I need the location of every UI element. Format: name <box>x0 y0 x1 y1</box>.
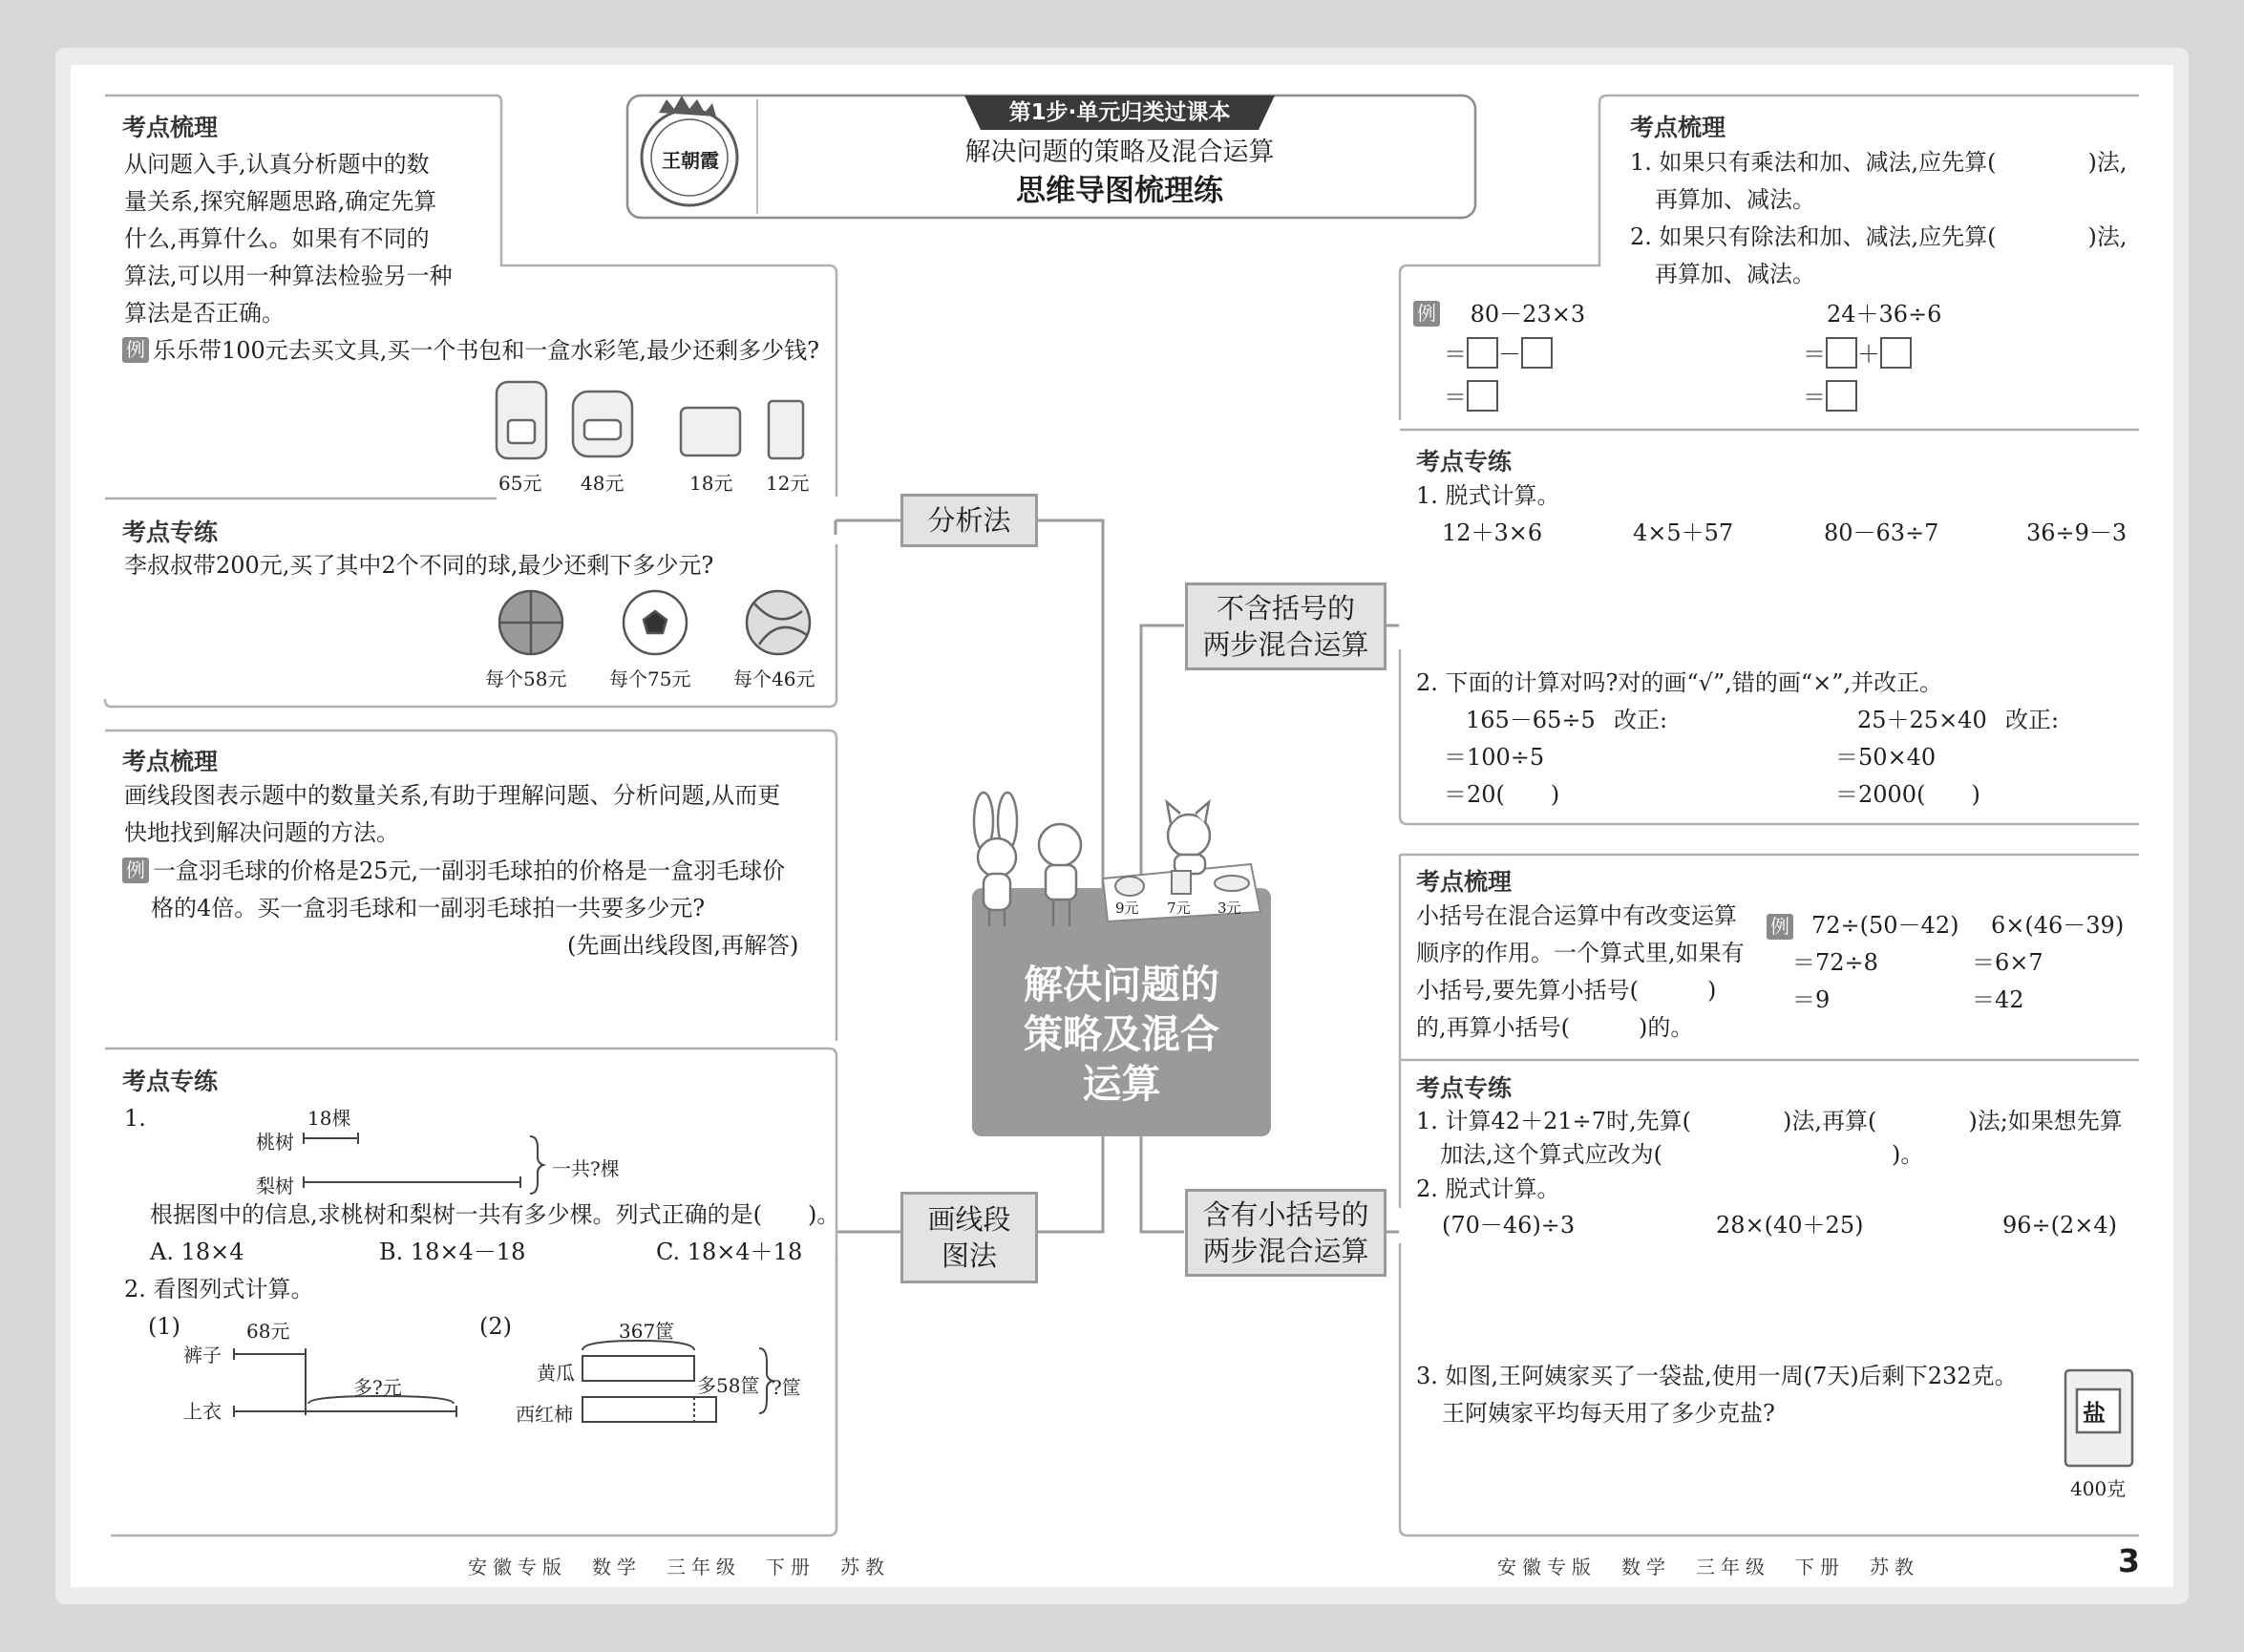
expr-1: 12＋3×6 <box>1442 519 1543 546</box>
answer-box[interactable] <box>1467 337 1498 369</box>
right-top-line: 2. 如果只有除法和加、减法,应先算( )法, <box>1630 223 2128 250</box>
check-1-fix: 改正: <box>1614 707 1668 733</box>
example-b-step2: ＝42 <box>1972 986 2024 1013</box>
q2-question: 2. 看图列式计算。 <box>124 1276 314 1303</box>
left-practice1-heading: 考点专练 <box>122 519 219 546</box>
price-volleyball: 每个46元 <box>733 667 815 690</box>
example-b-step1: ＝6×7 <box>1972 949 2043 976</box>
check-2-step2: ＝2000( ) <box>1835 781 1980 808</box>
diagram2-cucumber: 黄瓜 <box>537 1362 575 1385</box>
node-no-bracket-line1: 不含括号的 <box>1216 592 1355 625</box>
right-mid-example-a <box>1792 907 1959 1019</box>
answer-box[interactable] <box>1880 337 1912 369</box>
footer-right: 安徽专版 数学 三年级 下册 苏教 <box>1497 1556 1919 1578</box>
diagram2-top: 367筐 <box>619 1320 675 1343</box>
bracket-expr-1: (70－46)÷3 <box>1442 1212 1576 1239</box>
price-paint-2: 12元 <box>766 472 810 495</box>
right-practice1-q2: 2. 下面的计算对吗?对的画“√”,错的画“×”,并改正。 <box>1416 669 1943 696</box>
price-paint-1: 18元 <box>689 472 733 495</box>
node-analysis-label: 分析法 <box>927 504 1011 537</box>
left-top-line: 算法,可以用一种算法检验另一种 <box>124 263 453 289</box>
left-top-line: 算法是否正确。 <box>124 300 285 327</box>
q1-total-label: 一共?棵 <box>552 1157 620 1180</box>
example-tag: 例 <box>1413 301 1440 327</box>
right-practice2-q3a: 3. 如图,王阿姨家买了一袋盐,使用一周(7天)后剩下232克。 <box>1416 1363 2018 1389</box>
right-practice2-heading: 考点专练 <box>1416 1074 1513 1102</box>
header-subtitle: 解决问题的策略及混合运算 <box>964 138 1275 167</box>
q1-pear-label: 梨树 <box>256 1175 294 1197</box>
ball-pictures <box>499 591 810 654</box>
example-b-expr: 6×(46－39) <box>1991 912 2125 939</box>
right-mid-line: 顺序的作用。一个算式里,如果有 <box>1416 940 1745 966</box>
center-title-line1: 解决问题的 <box>1024 962 1219 1007</box>
check-2-fix: 改正: <box>2005 707 2060 733</box>
left-top-line: 量关系,探究解题思路,确定先算 <box>124 188 437 215</box>
answer-box[interactable] <box>1467 380 1498 412</box>
right-practice2-q2: 2. 脱式计算。 <box>1416 1175 1560 1202</box>
example-expression-2: 24＋36÷6 <box>1827 301 1942 328</box>
expr-3: 80－63÷7 <box>1824 519 1939 546</box>
right-mid-text <box>1416 898 1745 1047</box>
left-top-example-text: 乐乐带100元去买文具,买一个书包和一盒水彩笔,最少还剩多少钱? <box>153 337 819 364</box>
price-tag-1: 9元 <box>1115 900 1139 917</box>
node-no-bracket-line2: 两步混合运算 <box>1202 628 1369 661</box>
example-a-expr: 72÷(50－42) <box>1811 912 1959 939</box>
node-bracket-line2: 两步混合运算 <box>1202 1235 1369 1267</box>
left-top-heading: 考点梳理 <box>122 114 219 141</box>
example-tag: 例 <box>1767 914 1793 940</box>
expr-4: 36÷9－3 <box>2026 519 2128 546</box>
q1-peach-label: 桃树 <box>256 1131 294 1154</box>
left-top-text <box>124 146 453 332</box>
header-title: 思维导图梳理练 <box>1016 174 1223 208</box>
right-top-text <box>1630 144 2128 293</box>
example-a-step2: ＝9 <box>1792 986 1831 1013</box>
left-mid-line: 快地找到解决问题的方法。 <box>124 819 399 846</box>
right-top-line: 1. 如果只有乘法和加、减法,应先算( )法, <box>1630 149 2128 176</box>
expr-2: 4×5＋57 <box>1633 519 1734 546</box>
right-practice1-q1: 1. 脱式计算。 <box>1416 482 1560 509</box>
diagram1-label: (1) <box>148 1313 180 1340</box>
node-bracket <box>1185 1189 1387 1277</box>
center-title-line3: 运算 <box>1082 1061 1161 1107</box>
left-mid-example <box>122 853 785 927</box>
right-mid-example-tag <box>1767 909 1797 946</box>
answer-box[interactable] <box>1826 380 1857 412</box>
price-schoolbag-1: 65元 <box>498 472 542 495</box>
answer-box[interactable] <box>1826 337 1857 369</box>
right-top-heading: 考点梳理 <box>1630 114 1726 141</box>
price-basketball: 每个58元 <box>485 667 567 690</box>
example-expression-1: 80－23×3 <box>1470 301 1586 328</box>
q1-number: 1. <box>124 1105 146 1132</box>
left-mid-example-line: 格的4倍。买一盒羽毛球和一副羽毛球拍一共要多少元? <box>151 895 706 921</box>
right-practice2-q3b: 王阿姨家平均每天用了多少克盐? <box>1442 1400 1775 1427</box>
left-mid-example-line: 一盒羽毛球的价格是25元,一副羽毛球拍的价格是一盒羽毛球价 <box>153 858 786 884</box>
right-practice2-q1b: 加法,这个算式应改为( )。 <box>1440 1141 1924 1168</box>
node-segment-method <box>900 1192 1038 1283</box>
right-mid-line: 小括号,要先算小括号( ) <box>1416 977 1717 1004</box>
right-mid-line: 的,再算小括号( )的。 <box>1416 1014 1694 1041</box>
node-analysis-method <box>900 494 1038 547</box>
example-1-step1: ＝ － <box>1444 336 1553 373</box>
right-top-line: 再算加、减法。 <box>1655 261 1815 287</box>
left-top-line: 什么,再算什么。如果有不同的 <box>124 225 430 252</box>
node-bracket-line1: 含有小括号的 <box>1202 1198 1369 1231</box>
node-segment-line2: 图法 <box>941 1239 997 1272</box>
q1-option-c: C. 18×4＋18 <box>656 1239 803 1265</box>
right-top-line: 再算加、减法。 <box>1655 186 1815 213</box>
check-2-expr: 25＋25×40 <box>1857 707 1987 733</box>
diagram2-total: ?筐 <box>772 1376 801 1399</box>
example-1-step2: ＝ <box>1444 379 1498 416</box>
example-tag: 例 <box>122 337 149 363</box>
right-practice2-q1a: 1. 计算42＋21÷7时,先算( )法,再算( )法;如果想先算 <box>1416 1108 2123 1134</box>
example-tag: 例 <box>122 858 149 883</box>
left-practice1-question: 李叔叔带200元,买了其中2个不同的球,最少还剩下多少元? <box>124 552 714 579</box>
q1-option-b: B. 18×4－18 <box>379 1239 526 1265</box>
node-segment-line1: 画线段 <box>927 1203 1011 1236</box>
node-no-bracket <box>1185 582 1387 670</box>
diagram1-top: 68元 <box>246 1320 290 1343</box>
left-mid-text <box>124 777 780 852</box>
price-football: 每个75元 <box>609 667 691 690</box>
bracket-expr-3: 96÷(2×4) <box>2002 1212 2118 1239</box>
q1-top-label: 18棵 <box>307 1107 351 1130</box>
q1-option-a: A. 18×4 <box>150 1239 244 1265</box>
price-tag-3: 3元 <box>1217 900 1241 917</box>
check-1-step1: ＝100÷5 <box>1444 744 1545 771</box>
left-mid-hint: (先画出线段图,再解答) <box>567 932 799 959</box>
right-mid-heading: 考点梳理 <box>1416 868 1513 896</box>
left-mid-heading: 考点梳理 <box>122 748 219 775</box>
salt-weight: 400克 <box>2070 1477 2127 1500</box>
diagram1-more: 多?元 <box>353 1376 402 1399</box>
left-practice2-heading: 考点专练 <box>122 1068 219 1095</box>
right-top-example-1 <box>1413 296 1585 333</box>
center-title <box>972 960 1271 1109</box>
right-practice1-heading: 考点专练 <box>1416 448 1513 476</box>
price-tag-2: 7元 <box>1167 900 1191 917</box>
diagram1-coat: 上衣 <box>183 1400 222 1423</box>
right-mid-example-b <box>1972 907 2125 1019</box>
bracket-expr-2: 28×(40＋25) <box>1716 1212 1864 1239</box>
right-mid-line: 小括号在混合运算中有改变运算 <box>1416 902 1737 929</box>
diagram2-more: 多58筐 <box>697 1374 760 1397</box>
center-title-line2: 策略及混合 <box>1024 1011 1219 1057</box>
q1-question: 根据图中的信息,求桃树和梨树一共有多少棵。列式正确的是( )。 <box>150 1201 840 1228</box>
check-2-step1: ＝50×40 <box>1835 744 1937 771</box>
footer-left: 安徽专版 数学 三年级 下册 苏教 <box>468 1556 890 1578</box>
check-1-step2: ＝20( ) <box>1444 781 1560 808</box>
left-mid-line: 画线段图表示题中的数量关系,有助于理解问题、分析问题,从而更 <box>124 782 781 809</box>
answer-box[interactable] <box>1521 337 1553 369</box>
diagram2-label: (2) <box>479 1313 512 1340</box>
left-top-line: 从问题入手,认真分析题中的数 <box>124 151 430 178</box>
page-number: 3 <box>2118 1542 2140 1579</box>
check-1-expr: 165－65÷5 <box>1466 707 1596 733</box>
step-label: 第1步·单元归类过课本 <box>1008 100 1231 125</box>
price-schoolbag-2: 48元 <box>581 472 625 495</box>
salt-bag-label: 盐 <box>2083 1399 2106 1427</box>
logo-text: 王朝霞 <box>662 149 719 172</box>
example-a-step1: ＝72÷8 <box>1792 949 1878 976</box>
left-top-example <box>122 332 819 370</box>
diagram2-tomato: 西红柿 <box>516 1403 573 1426</box>
example-2-step1: ＝ ＋ <box>1803 336 1912 373</box>
example-2-step2: ＝ <box>1803 379 1857 416</box>
diagram1-pants: 裤子 <box>183 1344 222 1366</box>
